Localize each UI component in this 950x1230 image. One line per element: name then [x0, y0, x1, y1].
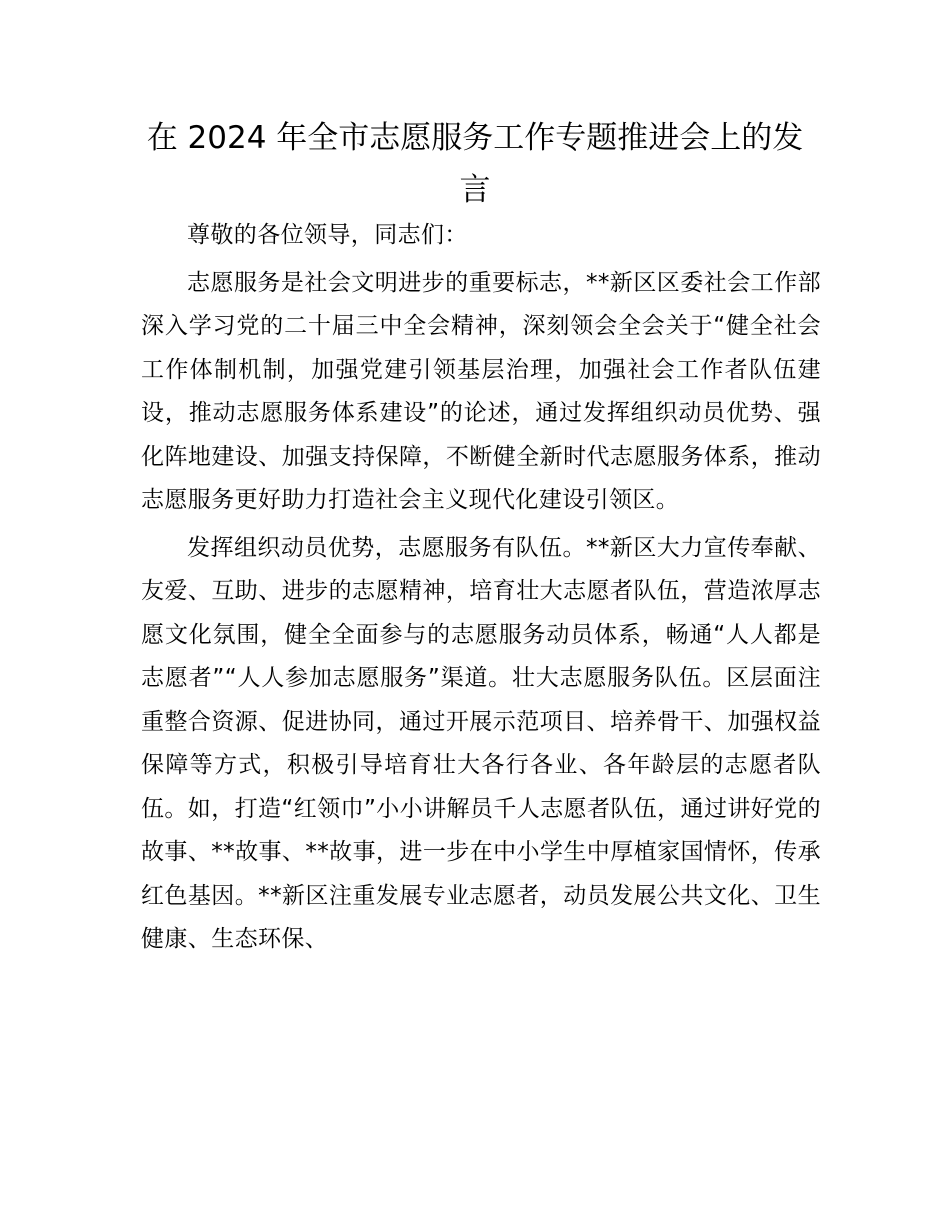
document-body [141, 214, 821, 966]
intro-paragraph: 志愿服务是社会文明进步的重要标志，**新区区委社会工作部深入学习党的二十届三中全会精神，深刻领会全会关于“健全社会工作体制机制，加强党建引领基层治理，加强社会工作者队伍建设，推动志愿服务体系建设”的论述，通过发挥组织动员优势、强化阵地建设、加强支持保障，不断健全新时代志愿服务体系，推动志愿服务更好助力打造社会主义现代化建设引领区。 [141, 269, 821, 513]
salutation-paragraph: 尊敬的各位领导，同志们： [187, 222, 468, 248]
document-title: 在 2024 年全市志愿服务工作专题推进会上的发言 [146, 120, 804, 208]
organization-paragraph: 发挥组织动员优势，志愿服务有队伍。**新区大力宣传奉献、友爱、互助、进步的志愿精神，培育壮大志愿者队伍，营造浓厚志愿文化氛围，健全全面参与的志愿服务动员体系，畅通“人人都是志愿者”“人人参加志愿服务”渠道。壮大志愿服务队伍。区层面注重整合资源、促进协同，通过开展示范项目、培养骨干、加强权益保障等方式，积极引导培育壮大各行各业、各年龄层的志愿者队伍。如，打造“红领巾”小小讲解员千人志愿者队伍，通过讲好党的故事、**故事、**故事，进一步在中小学生中厚植家国情怀，传承红色基因。**新区注重发展专业志愿者，动员发展公共文化、卫生健康、生态环保、 [141, 534, 821, 952]
